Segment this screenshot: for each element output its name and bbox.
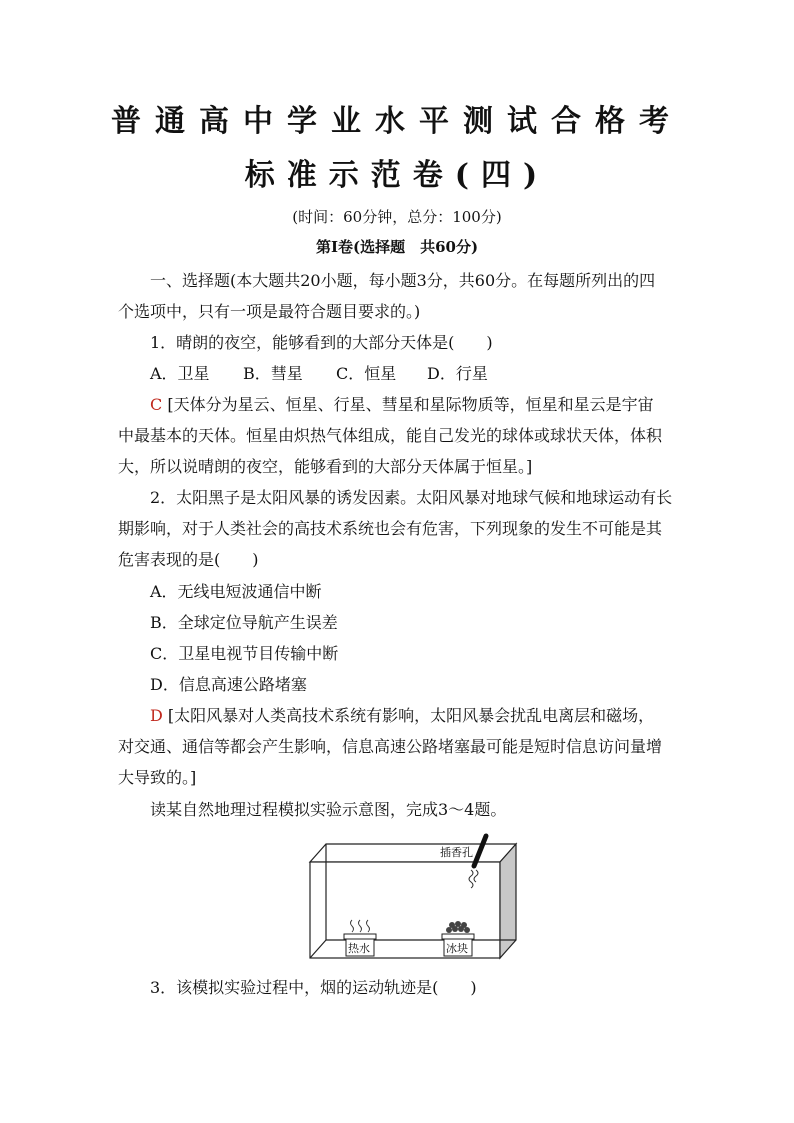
instructions-line1: 一、选择题(本大题共20小题，每小题3分，共60分。在每题所列出的四 xyxy=(150,271,656,290)
exam-title-line1: 普通高中学业水平测试合格考 xyxy=(111,104,683,139)
q2-option-a: A．无线电短波通信中断 xyxy=(150,582,322,601)
exam-time-info: (时间：60分钟，总分：100分) xyxy=(292,208,502,226)
q2-option-c: C．卫星电视节目传输中断 xyxy=(150,644,339,663)
section-heading: 第Ⅰ卷(选择题 共60分) xyxy=(315,238,479,256)
q2-explanation-line1 xyxy=(150,703,654,726)
ice-label: 冰块 xyxy=(446,942,468,955)
q1-explanation-text1: [天体分为星云、恒星、行星、彗星和星际物质等，恒星和星云是宇宙 xyxy=(167,395,654,414)
q2-explanation-line3: 大导致的。] xyxy=(118,768,197,787)
q2-explanation-text1: [太阳风暴对人类高技术系统有影响，太阳风暴会扰乱电离层和磁场， xyxy=(167,706,655,725)
hot-water-label: 热水 xyxy=(348,942,370,955)
q2-stem-line2: 期影响，对于人类社会的高技术系统也会有危害，下列现象的发生不可能是其 xyxy=(118,519,663,538)
q1-option-b: B．彗星 xyxy=(243,364,303,383)
q3-stem: 3．该模拟实验过程中，烟的运动轨迹是( ) xyxy=(150,978,477,997)
box-top-face xyxy=(310,844,516,862)
q1-option-d: D．行星 xyxy=(427,364,488,383)
q2-option-d: D．信息高速公路堵塞 xyxy=(150,675,307,694)
reading-instruction: 读某自然地理过程模拟实验示意图，完成3～4题。 xyxy=(150,800,507,819)
q1-stem: 1．晴朗的夜空，能够看到的大部分天体是( ) xyxy=(150,333,493,352)
q2-stem-line1: 2．太阳黑子是太阳风暴的诱发因素。太阳风暴对地球气候和地球运动有长 xyxy=(150,488,673,507)
q2-answer: D xyxy=(150,706,163,725)
incense-hole-label: 插香孔 xyxy=(440,846,473,859)
q1-answer: C xyxy=(150,395,163,414)
q1-explanation-line3: 大，所以说晴朗的夜空，能够看到的大部分天体属于恒星。] xyxy=(118,457,533,476)
q2-stem-line3: 危害表现的是( ) xyxy=(118,550,259,569)
q2-option-b: B．全球定位导航产生误差 xyxy=(150,613,338,632)
q2-explanation-line2: 对交通、通信等都会产生影响，信息高速公路堵塞最可能是短时信息访问量增 xyxy=(118,737,663,756)
box-side-face xyxy=(500,844,516,958)
exam-title-line2: 标准示范卷(四) xyxy=(244,158,550,193)
q1-explanation-line2: 中最基本的天体。恒星由炽热气体组成，能自己发光的球体或球状天体，体积 xyxy=(118,426,663,445)
instructions-line2: 个选项中，只有一项是最符合题目要求的。) xyxy=(118,302,421,321)
q1-option-c: C．恒星 xyxy=(336,364,397,383)
q1-explanation-line1 xyxy=(150,392,654,415)
q1-option-a: A．卫星 xyxy=(150,364,210,383)
experiment-diagram xyxy=(306,826,522,964)
